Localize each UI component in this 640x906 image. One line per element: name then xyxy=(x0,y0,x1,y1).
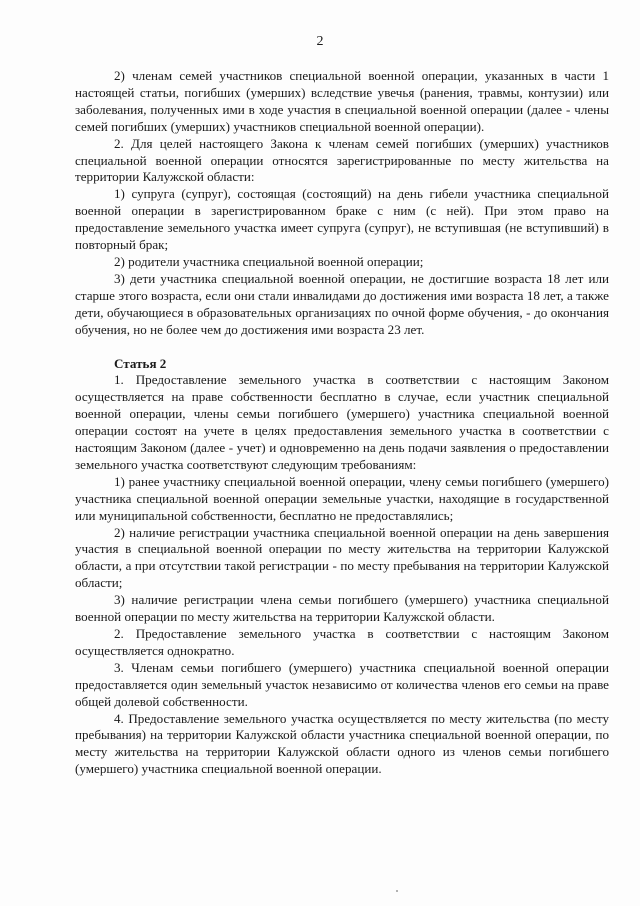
article-paragraph-2: 2. Предоставление земельного участка в соответствии с настоящим Законом осуществляется однократно. xyxy=(75,626,609,658)
requirement-item-3: 3) наличие регистрации члена семьи погибшего (умершего) участника специальной военной операции по месту жительства на территории Калужской области. xyxy=(75,592,609,625)
list-item-spouse: 1) супруга (супруг), состоящая (состоящий) на день гибели участника специальной военной операции в зарегистрированном браке с ним (с ней). При этом право на предоставление земельного участка имеет супруга (супруг), не вступившая (не вступивший) в повторный брак; xyxy=(75,186,609,253)
article-paragraph-1: 1. Предоставление земельного участка в соответствии с настоящим Законом осуществляется на праве собственности бесплатно в случае, если участник специальной военной операции, члены семьи погибшего (умершего) участника специальной военной операции состоят на учете в целях предоставления земельного участка в соответствии с настоящим Законом (далее - учет) и одновременно на день подачи заявления о предоставлении земельного участка соответствуют следующим требованиям: xyxy=(75,372,609,472)
requirement-item-2: 2) наличие регистрации участника специальной военной операции на день завершения участия в специальной военной операции по месту жительства на территории Калужской области, а при отсутствии такой регистрации - по месту пребывания на территории Калужской области; xyxy=(75,524,609,591)
scan-speck xyxy=(396,890,398,892)
list-item-children: 3) дети участника специальной военной операции, не достигшие возраста 18 лет или старше этого возраста, если они стали инвалидами до достижения ими возраста 18 лет, а также дети, обучающиеся в образовательных организациях по очной форме обучения, - до окончания обучения, но не более чем до достижения ими возраста 23 лет. xyxy=(75,270,609,337)
document-body xyxy=(75,68,609,778)
requirement-item-1: 1) ранее участнику специальной военной операции, члену семьи погибшего (умершего) участника специальной военной операции земельные участки, находящие в государственной или муниципальной собственности, бесплатно не предоставлялись; xyxy=(75,473,609,523)
page-number: 2 xyxy=(316,34,324,49)
list-item-parents: 2) родители участника специальной военной операции; xyxy=(114,253,424,269)
article-paragraph-3: 3. Членам семьи погибшего (умершего) участника специальной военной операции предоставляется один земельный участок независимо от количества членов его семьи на праве общей долевой собственности. xyxy=(75,659,609,709)
paragraph-family-members-definition: 2) членам семей участников специальной военной операции, указанных в части 1 настоящей статьи, погибших (умерших) вследствие увечья (ранения, травмы, контузии) или заболевания, полученных ими в ходе участия в специальной военной операции (далее - члены семей погибших (умерших) участников специальной военной операции). xyxy=(75,68,609,134)
paragraph-family-members-scope: 2. Для целей настоящего Закона к членам семей погибших (умерших) участников специальной военной операции относятся зарегистрированные по месту жительства на территории Калужской области: xyxy=(75,135,609,185)
article-paragraph-4: 4. Предоставление земельного участка осуществляется по месту жительства (по месту пребывания) на территории Калужской области участника специальной военной операции, по месту жительства на территории Калужской области одного из членов семьи погибшего (умершего) участника специальной военной операции. xyxy=(75,710,609,777)
article-heading: Статья 2 xyxy=(114,355,167,371)
